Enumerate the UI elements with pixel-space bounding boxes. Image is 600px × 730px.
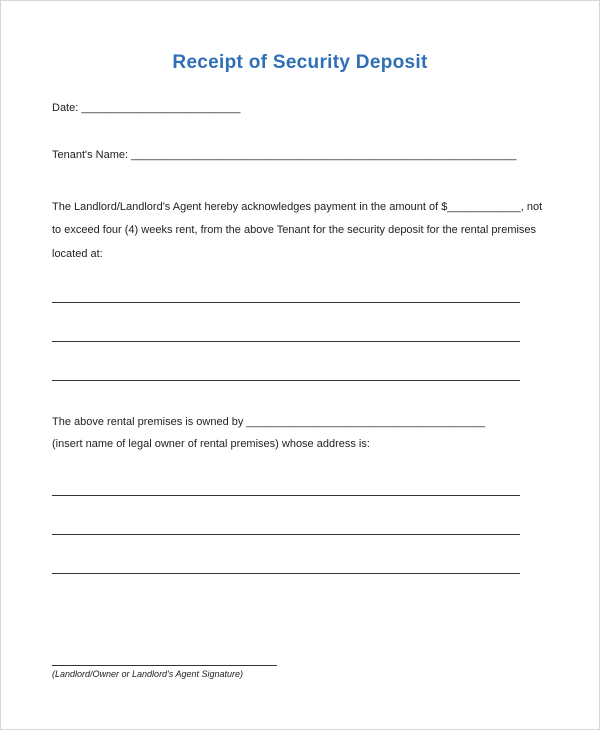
document-title: Receipt of Security Deposit xyxy=(172,52,428,73)
owner-instruction: (insert name of legal owner of rental premises) whose address is: xyxy=(52,438,370,450)
owner-field: The above rental premises is owned by _______________________________________ xyxy=(52,416,486,428)
deposit-paragraph-line-1: The Landlord/Landlord's Agent hereby acknowledges payment in the amount of $____________, not xyxy=(52,201,543,213)
premises-address-line-2 xyxy=(52,341,520,342)
premises-address-line-1 xyxy=(52,302,520,303)
deposit-paragraph-line-2: to exceed four (4) weeks rent, from the above Tenant for the security deposit for the rental premises xyxy=(52,224,537,236)
date-field: Date: __________________________ xyxy=(52,102,241,114)
signature-line xyxy=(52,665,277,666)
owner-address-line-3 xyxy=(52,573,520,574)
deposit-paragraph-line-3: located at: xyxy=(52,248,103,260)
owner-address-line-1 xyxy=(52,495,520,496)
premises-address-line-3 xyxy=(52,380,520,381)
tenant-name-field: Tenant's Name: _______________________________________________________________ xyxy=(52,149,517,161)
signature-caption: (Landlord/Owner or Landlord's Agent Signature) xyxy=(52,669,243,679)
owner-address-line-2 xyxy=(52,534,520,535)
